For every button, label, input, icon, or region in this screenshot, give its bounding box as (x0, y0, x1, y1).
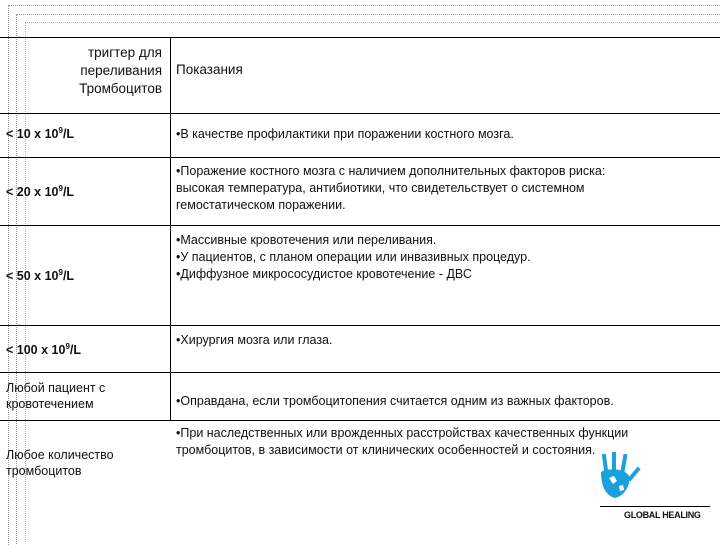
trigger-cell: Любой пациент с кровотечением (6, 381, 106, 411)
trigger-cell: Любое количество тромбоцитов (6, 448, 114, 478)
indication-cell: •Хирургия мозга или глаза. (176, 333, 333, 347)
trigger-cell: < 20 x $10^9/L$ (6, 184, 75, 199)
trigger-cell: < 100 x $10^9/L$ (6, 342, 81, 357)
indication-cell: •При наследственных или врожденных расстройствах качественных функции тромбоцитов, в зависимости от клинических особенностей и состояния. (176, 426, 629, 457)
trigger-cell: < 50 x $10^9/L$ (6, 268, 75, 283)
indication-cell: •Поражение костного мозга с наличием дополнительных факторов риска: высокая температура, антибиотики, что свидетельствует о системном гемостатическом поражении. (176, 164, 606, 212)
header-line: тригтер для (87, 45, 162, 60)
indication-cell (176, 126, 716, 142)
header-line: Тромбоцитов (79, 81, 162, 96)
header-line: переливания (80, 63, 162, 78)
logo-text: GLOBAL HEALING (624, 510, 701, 520)
header-trigger (6, 44, 162, 98)
indication-cell: •Массивные кровотечения или переливания. •У пациентов, с планом операции или инвазивных процедур. •Диффузное микрососудистое кровотечение - ДВС (176, 233, 531, 281)
trigger-cell: < 10 x $10^9/L$ (6, 126, 75, 141)
indication-line: •В качестве профилактики при поражении костного мозга. (176, 127, 514, 141)
indication-cell: •Оправдана, если тромбоцитопения считается одним из важных факторов. (176, 394, 614, 408)
hand-globe-icon (595, 452, 645, 502)
header-indications: Показания (176, 62, 243, 77)
